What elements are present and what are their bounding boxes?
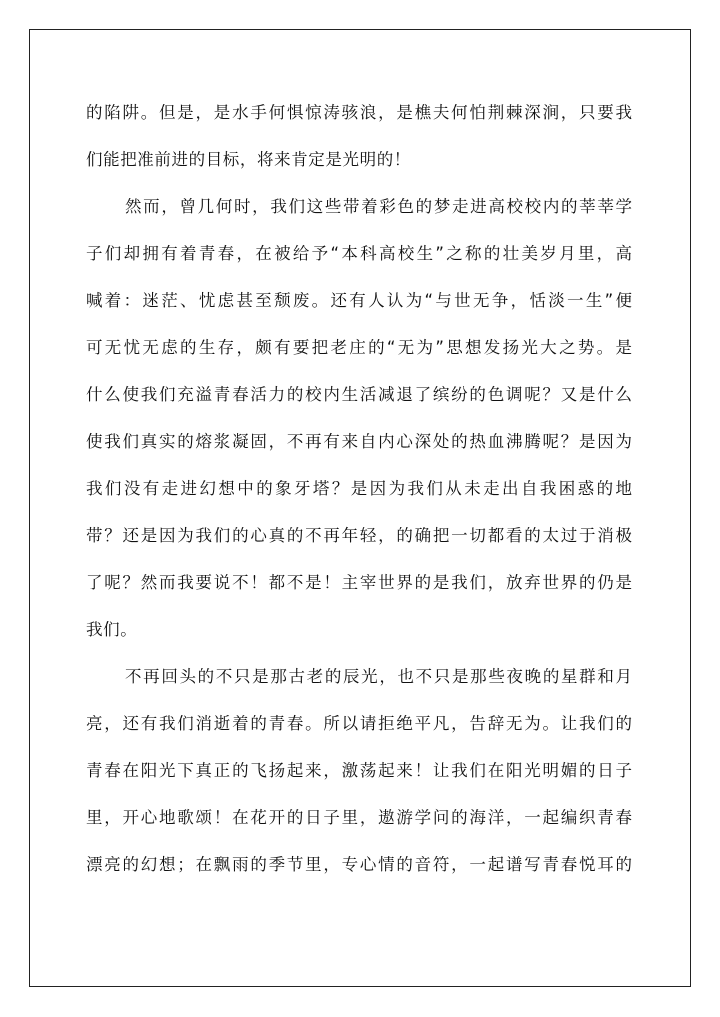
text-line: 亮，还有我们消逝着的青春。所以请拒绝平凡，告辞无为。让我们的: [86, 714, 632, 733]
text-line: 我们没有走进幻想中的象牙塔？是因为我们从未走出自我困惑的地: [86, 479, 632, 498]
text-line: 什么使我们充溢青春活力的校内生活减退了缤纷的色调呢？又是什么: [86, 385, 632, 404]
text-line: 的陷阱。但是，是水手何惧惊涛骇浪，是樵夫何怕荆棘深涧，只要我: [86, 103, 632, 122]
text-line: 可无忧无虑的生存，颇有要把老庄的“无为”思想发扬光大之势。是: [86, 338, 632, 357]
text-line: 青春在阳光下真正的飞扬起来，激荡起来！让我们在阳光明媚的日子: [86, 761, 632, 780]
text-line: 我们。: [86, 620, 138, 639]
text-line: 子们却拥有着青春，在被给予“本科高校生”之称的壮美岁月里，高: [86, 244, 632, 263]
text-line: 不再回头的不只是那古老的辰光，也不只是那些夜晚的星群和月: [125, 667, 632, 686]
text-line: 里，开心地歌颂！在花开的日子里，遨游学问的海洋，一起编织青春: [86, 808, 632, 827]
text-line: 喊着：迷茫、忧虑甚至颓废。还有人认为“与世无争，恬淡一生”便: [86, 291, 632, 310]
text-line: 带？还是因为我们的心真的不再年轻，的确把一切都看的太过于消极: [86, 526, 632, 545]
text-line: 使我们真实的熔浆凝固，不再有来自内心深处的热血沸腾呢？是因为: [86, 432, 632, 451]
text-line: 们能把准前进的目标，将来肯定是光明的！: [86, 150, 411, 169]
text-line: 然而，曾几何时，我们这些带着彩色的梦走进高校校内的莘莘学: [125, 197, 632, 216]
text-line: 漂亮的幻想；在飘雨的季节里，专心情的音符，一起谱写青春悦耳的: [86, 855, 632, 874]
text-line: 了呢？然而我要说不！都不是！主宰世界的是我们，放弃世界的仍是: [86, 573, 632, 592]
